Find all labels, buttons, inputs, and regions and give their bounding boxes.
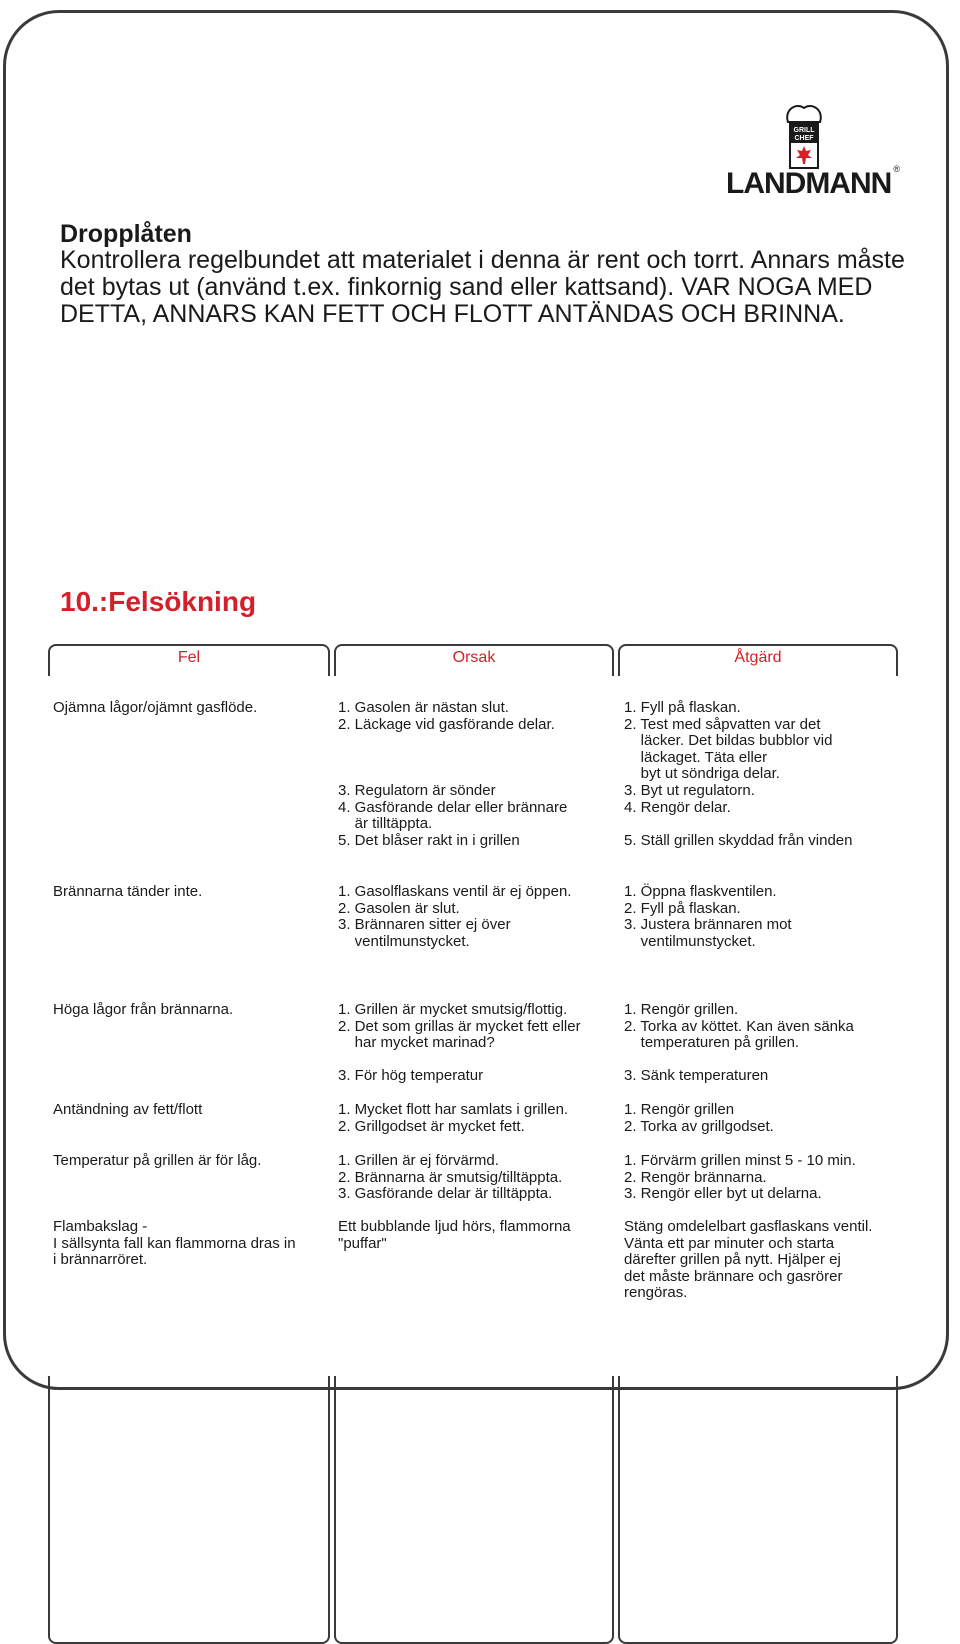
svg-text:GRILL: GRILL <box>793 127 815 134</box>
row-4-atgard: 1. Rengör grillen 2. Torka av grillgodset. <box>624 1101 774 1135</box>
row-4-fel: Antändning av fett/flott <box>53 1101 203 1118</box>
row-1-atgard: 1. Fyll på flaskan. 2. Test med såpvatten var det läcker. Det bildas bubblor vid läckaget. Täta eller byt ut söndriga delar. 3. Byt ut regulatorn. 4. Rengör delar. 5. Ställ grillen skyddad från vinden <box>624 699 853 849</box>
row-1-orsak: 1. Gasolen är nästan slut. 2. Läckage vid gasförande delar. 3. Regulatorn är sönder 4. Gasförande delar eller brännare är tilltäppta. 5. Det blåser rakt in i grillen <box>338 699 568 849</box>
landmann-logo <box>726 100 899 200</box>
row-6-orsak: Ett bubblande ljud hörs, flammorna "puffar" <box>338 1218 571 1252</box>
column-header-fel: Fel <box>177 649 201 666</box>
brand-name: LANDMANN <box>726 167 892 200</box>
row-1-fel: Ojämna lågor/ojämnt gasflöde. <box>53 699 258 716</box>
row-5-orsak: 1. Grillen är ej förvärmd. 2. Brännarna är smutsig/tilltäppta. 3. Gasförande delar är tilltäppta. <box>338 1152 563 1203</box>
row-4-orsak: 1. Mycket flott har samlats i grillen. 2. Grillgodset är mycket fett. <box>338 1101 569 1135</box>
row-5-atgard: 1. Förvärm grillen minst 5 - 10 min. 2. Rengör brännarna. 3. Rengör eller byt ut delarna. <box>624 1152 856 1203</box>
row-3-fel: Höga lågor från brännarna. <box>53 1001 234 1018</box>
section-title: Dropplåten <box>60 220 192 248</box>
column-header-orsak: Orsak <box>452 649 496 666</box>
registered-mark: ® <box>893 164 899 174</box>
chapter-title: 10.:Felsökning <box>60 586 257 617</box>
brand-wordmark <box>726 164 899 201</box>
grill-chef-hat-icon <box>784 100 824 170</box>
row-3-orsak: 1. Grillen är mycket smutsig/flottig. 2. Det som grillas är mycket fett eller har mycket marinad? 3. För hög temperatur <box>338 1001 581 1085</box>
row-2-atgard: 1. Öppna flaskventilen. 2. Fyll på flaskan. 3. Justera brännaren mot ventilmunstycket. <box>624 883 792 950</box>
row-6-atgard: Stäng omdelelbart gasflaskans ventil. Vänta ett par minuter och starta därefter grillen på nytt. Hjälper ej det måste brännare och gasrörer rengöras. <box>624 1218 873 1302</box>
row-6-fel: Flambakslag - I sällsynta fall kan flammorna dras in i brännarröret. <box>53 1218 296 1269</box>
column-header-atgard: Åtgärd <box>734 649 782 666</box>
row-5-fel: Temperatur på grillen är för låg. <box>53 1152 262 1169</box>
section-body: Kontrollera regelbundet att materialet i denna är rent och torrt. Annars måste det bytas ut (använd t.ex. finkornig sand eller kattsand). VAR NOGA MED DETTA, ANNARS KAN FETT OCH FLOTT ANTÄNDAS OCH BRINNA. <box>60 246 905 328</box>
row-2-orsak: 1. Gasolflaskans ventil är ej öppen. 2. Gasolen är slut. 3. Brännaren sitter ej över ventilmunstycket. <box>338 883 572 950</box>
row-3-atgard: 1. Rengör grillen. 2. Torka av köttet. Kan även sänka temperaturen på grillen. 3. Sänk temperaturen <box>624 1001 854 1085</box>
row-2-fel: Brännarna tänder inte. <box>53 883 203 900</box>
svg-text:CHEF: CHEF <box>794 135 814 142</box>
